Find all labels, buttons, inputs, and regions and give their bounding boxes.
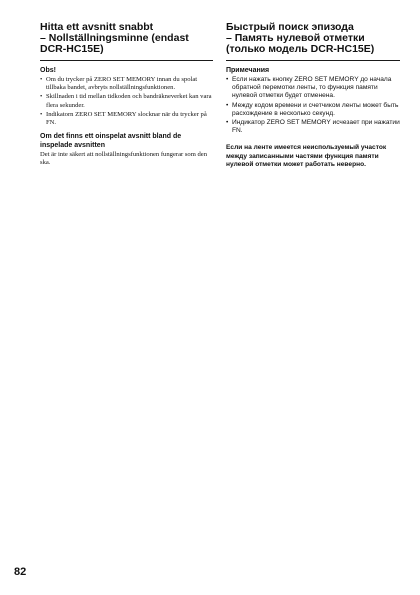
section-title: Hitta ett avsnitt snabbt – Nollställningsminne (endast DCR-HC15E) xyxy=(40,21,189,55)
note-item: • Skillnaden i tid mellan tidkoden och bandräkneverket kan vara flera sekunder. xyxy=(40,93,213,109)
page-number: 82 xyxy=(14,566,27,578)
note-item: • Om du trycker på ZERO SET MEMORY innan du spolat tillbaka bandet, avbryts nollställningsfunktionen. xyxy=(40,76,213,92)
paragraph: Если на ленте имеется неиспользуемый участок между записанными частями функция памяти нулевой отметки может работать неверно. xyxy=(226,144,387,168)
note-item: • Индикатор ZERO SET MEMORY исчезает при нажатии FN. xyxy=(226,119,400,135)
note-item: • Если нажать кнопку ZERO SET MEMORY до начала обратной перемотки ленты, то функция памяти нулевой отметки будет отменена. xyxy=(226,76,400,101)
section-title: Быстрый поиск эпизода – Память нулевой отметки (только модель DCR-HC15E) xyxy=(226,21,375,55)
sub-heading: Om det finns ett oinspelat avsnitt bland de inspelade avsnitten xyxy=(40,133,182,149)
note-list xyxy=(40,76,213,127)
note-list xyxy=(226,76,400,135)
title-rule xyxy=(226,60,400,61)
note-heading: Obs! xyxy=(40,67,56,74)
note-item: • Indikatorn ZERO SET MEMORY slocknar när du trycker på FN. xyxy=(40,111,213,127)
note-heading: Примечания xyxy=(226,67,270,74)
swedish-column xyxy=(40,22,213,167)
note-item: • Между кодом времени и счетчиком ленты может быть расхождение в несколько секунд. xyxy=(226,102,400,118)
title-rule xyxy=(40,60,213,61)
paragraph: Det är inte säkert att nollställningsfunktionen fungerar som den ska. xyxy=(40,151,207,167)
russian-column xyxy=(226,22,400,169)
